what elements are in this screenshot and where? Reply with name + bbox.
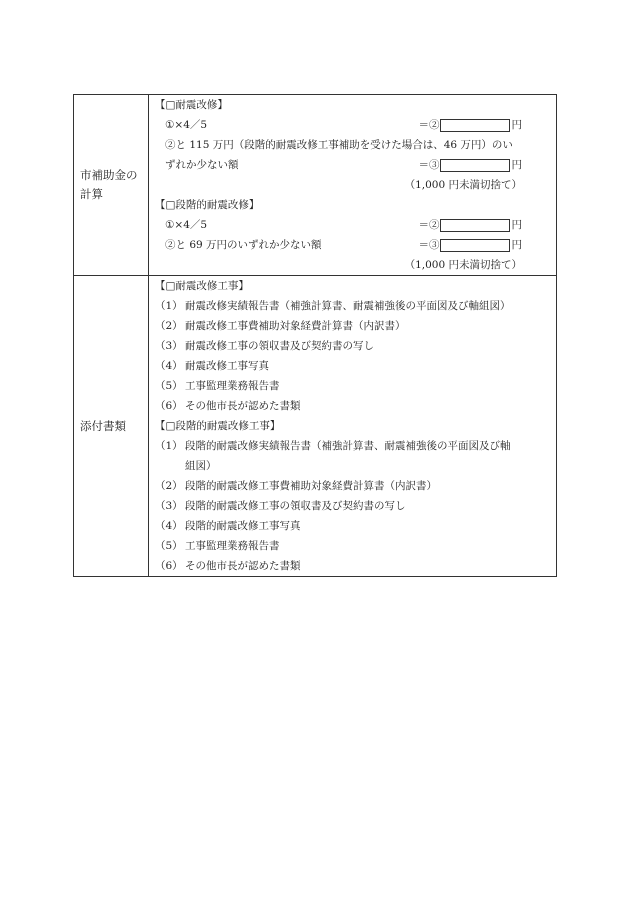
formula-text: ②と 69 万円のいずれか少ない額	[165, 239, 322, 251]
formula-text: ①×4／5	[165, 119, 208, 131]
docs-row	[74, 275, 556, 576]
item-text: 耐震改修実績報告書（補強計算書、耐震補強後の平面図及び軸組図）	[185, 300, 511, 312]
formula-text: ①×4／5	[165, 219, 208, 231]
formula-text: ずれか少ない額	[165, 159, 239, 171]
item-text-continued: 組図）	[185, 460, 217, 472]
list-item	[155, 376, 552, 396]
yen-unit: 円	[511, 119, 522, 131]
calc-label	[74, 95, 149, 275]
item-text: 段階的耐震改修工事の領収書及び契約書の写し	[185, 500, 406, 512]
docs-content	[149, 276, 556, 576]
full-docs-list	[155, 296, 552, 416]
section-heading: 【□段階的耐震改修工事】	[155, 420, 281, 432]
list-item	[155, 496, 552, 516]
list-item	[155, 336, 552, 356]
item-text: 段階的耐震改修工事費補助対象経費計算書（内訳書）	[185, 480, 437, 492]
formula-line	[155, 135, 552, 155]
item-number: （3）	[155, 340, 183, 352]
item-number: （5）	[155, 380, 183, 392]
item-text: その他市長が認めた書類	[185, 560, 301, 572]
amount-input-box[interactable]	[440, 219, 510, 232]
list-item	[155, 436, 552, 456]
item-number: （5）	[155, 540, 183, 552]
amount-input-box[interactable]	[440, 159, 510, 172]
section-heading: 【□段階的耐震改修】	[155, 199, 260, 211]
formula-line	[155, 115, 552, 135]
item-text: 耐震改修工事費補助対象経費計算書（内訳書）	[185, 320, 406, 332]
docs-label: 添付書類	[74, 276, 149, 576]
item-text: 工事監理業務報告書	[185, 540, 280, 552]
calc-row	[74, 95, 556, 275]
list-item	[155, 476, 552, 496]
item-text: 段階的耐震改修工事写真	[185, 520, 301, 532]
list-item	[155, 536, 552, 556]
list-item	[155, 356, 552, 376]
item-number: （4）	[155, 520, 183, 532]
item-number: （1）	[155, 300, 183, 312]
item-number: （3）	[155, 500, 183, 512]
equals-label: ＝②	[418, 119, 440, 131]
item-text: 耐震改修工事写真	[185, 360, 269, 372]
list-item	[155, 316, 552, 336]
item-text: 工事監理業務報告書	[185, 380, 280, 392]
calc-label-line1: 市補助金の	[80, 168, 138, 182]
item-number: （4）	[155, 360, 183, 372]
subsidy-form-table	[73, 94, 557, 577]
item-text: その他市長が認めた書類	[185, 400, 301, 412]
yen-unit: 円	[511, 239, 522, 251]
equals-label: ＝③	[418, 159, 440, 171]
list-item	[155, 296, 552, 316]
section-heading: 【□耐震改修工事】	[155, 280, 249, 292]
item-number: （1）	[155, 440, 183, 452]
equals-label: ＝③	[418, 239, 440, 251]
formula-line	[155, 215, 552, 235]
item-number: （6）	[155, 400, 183, 412]
section-heading: 【□耐震改修】	[155, 99, 228, 111]
calc-label-line2: 計算	[80, 187, 103, 201]
item-number: （2）	[155, 320, 183, 332]
list-item	[155, 396, 552, 416]
item-number: （2）	[155, 480, 183, 492]
formula-line	[155, 155, 552, 175]
equals-label: ＝②	[418, 219, 440, 231]
item-text: 段階的耐震改修実績報告書（補強計算書、耐震補強後の平面図及び軸	[185, 440, 511, 452]
staged-docs-list	[155, 476, 552, 576]
item-number: （6）	[155, 560, 183, 572]
formula-line	[155, 235, 552, 255]
list-item	[155, 556, 552, 576]
calc-content	[149, 95, 556, 275]
yen-unit: 円	[511, 159, 522, 171]
formula-text: ②と 115 万円（段階的耐震改修工事補助を受けた場合は、46 万円）のい	[165, 139, 513, 151]
yen-unit: 円	[511, 219, 522, 231]
list-item	[155, 516, 552, 536]
item-text: 耐震改修工事の領収書及び契約書の写し	[185, 340, 374, 352]
amount-input-box[interactable]	[440, 239, 510, 252]
rounding-note: （1,000 円未満切捨て）	[404, 179, 522, 191]
amount-input-box[interactable]	[440, 119, 510, 132]
rounding-note: （1,000 円未満切捨て）	[404, 259, 522, 271]
